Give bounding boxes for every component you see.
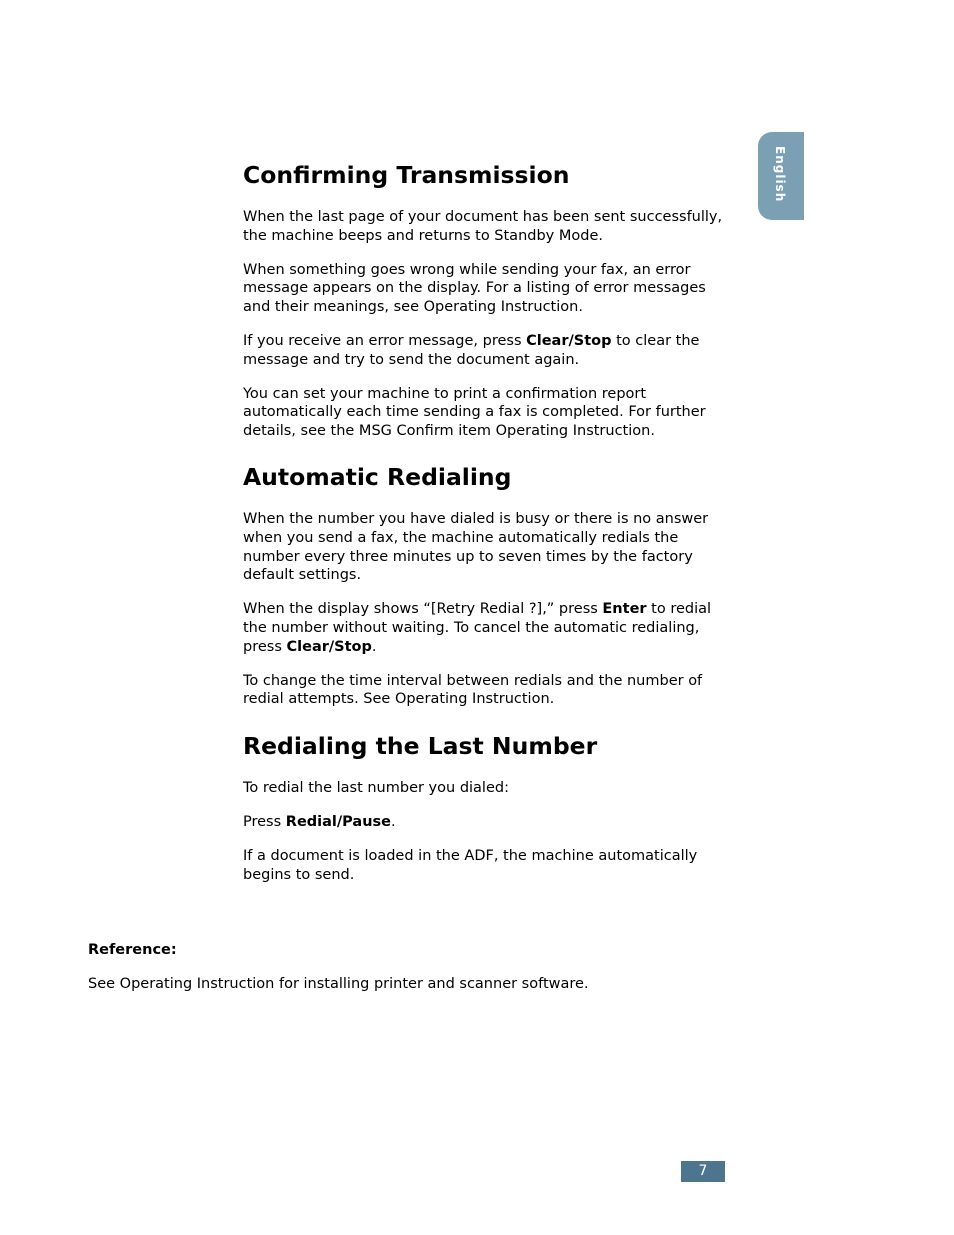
paragraph: When the last page of your document has been sent successfully, the machine beeps and returns to Standby Mode.	[243, 209, 723, 244]
paragraph: When something goes wrong while sending your fax, an error message appears on the display. For a listing of error messages and their meanings, see Operating Instruction.	[243, 261, 706, 315]
paragraph: If you receive an error message, press Clear/Stop to clear the message and try to send the document again.	[243, 332, 700, 368]
paragraph: You can set your machine to print a confirmation report automatically each time sending a fax is completed. For further details, see the MSG Confirm item Operating Instruction.	[243, 385, 706, 439]
paragraph: To change the time interval between redials and the number of redial attempts. See Operating Instruction.	[243, 672, 703, 708]
reference-note	[88, 941, 848, 994]
page-number: 7	[681, 1161, 725, 1182]
key-name: Redial/Pause	[285, 813, 391, 830]
paragraph: To redial the last number you dialed:	[243, 779, 509, 796]
section-redialing-last-number	[243, 729, 723, 884]
paragraph: Press Redial/Pause.	[243, 813, 396, 830]
section-heading: Automatic Redialing	[243, 463, 512, 492]
language-tab	[758, 132, 804, 220]
section-automatic-redialing	[243, 460, 723, 708]
key-name: Clear/Stop	[526, 332, 612, 349]
language-tab-label: English	[773, 146, 787, 203]
reference-text: See Operating Instruction for installing printer and scanner software.	[88, 976, 589, 992]
paragraph: When the number you have dialed is busy or there is no answer when you send a fax, the machine automatically redials the number every three minutes up to seven times by the factory default settings.	[243, 511, 709, 584]
paragraph: If a document is loaded in the ADF, the machine automatically begins to send.	[243, 847, 698, 883]
main-content	[243, 158, 723, 900]
paragraph: When the display shows “[Retry Redial ?],” press Enter to redial the number without waiting. To cancel the automatic redialing, press Clear/Stop.	[243, 601, 712, 655]
key-name: Enter	[602, 601, 647, 618]
section-confirming-transmission	[243, 158, 723, 440]
section-heading: Confirming Transmission	[243, 161, 570, 189]
reference-title: Reference:	[88, 942, 177, 958]
key-name: Clear/Stop	[286, 638, 372, 655]
section-heading: Redialing the Last Number	[243, 731, 598, 760]
